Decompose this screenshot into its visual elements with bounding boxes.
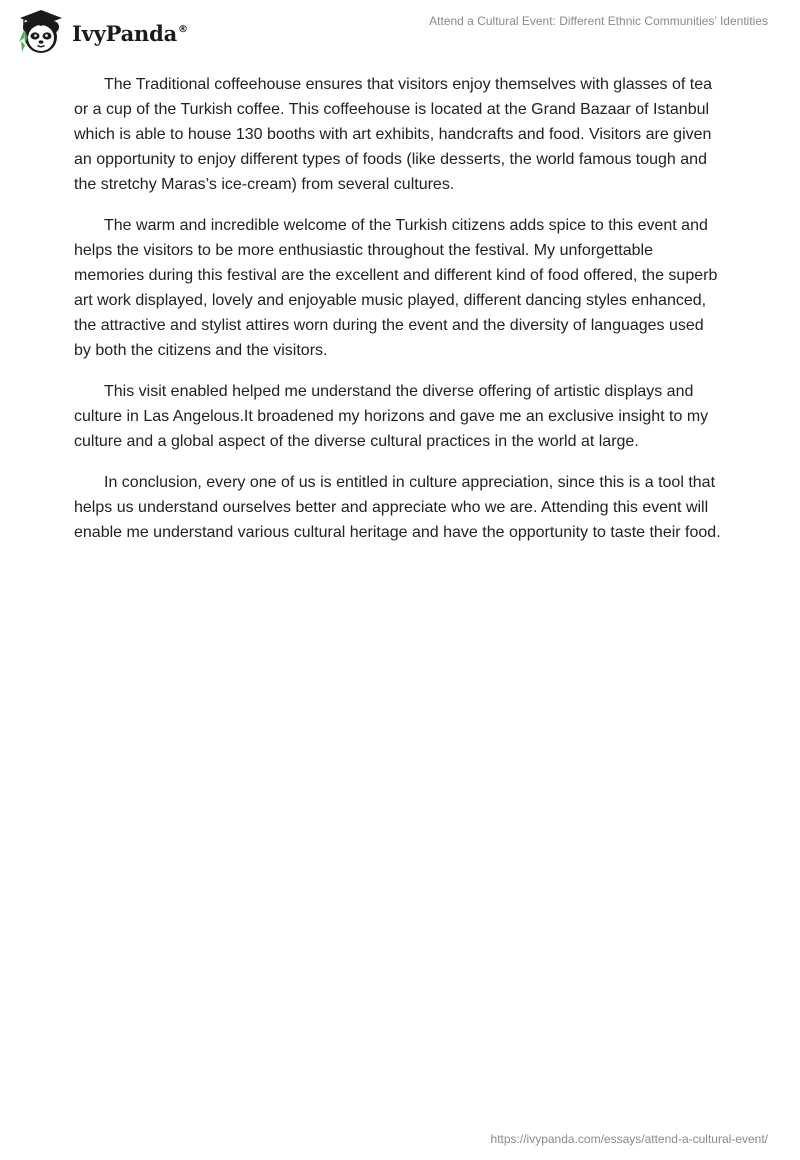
paragraph: The warm and incredible welcome of the Turkish citizens adds spice to this event and helps the visitors to be more enthusiastic throughout the festival. My unforgettable memories during this festival are the excellent and different kind of food offered, the superb art work displayed, lovely and enjoyable music played, different dancing styles enhanced, the attractive and stylist attires worn during the event and the diversity of languages used by both the citizens and the visitors.: [74, 217, 718, 359]
essay-body: [74, 72, 724, 561]
paragraph: In conclusion, every one of us is entitled in culture appreciation, since this is a tool that helps us understand ourselves better and appreciate who we are. Attending this event will enable me understand various cultural heritage and have the opportunity to taste their food.: [74, 474, 721, 541]
source-url-link[interactable]: https://ivypanda.com/essays/attend-a-cultural-event/: [490, 1132, 768, 1146]
paragraph: The Traditional coffeehouse ensures that visitors enjoy themselves with glasses of tea or a cup of the Turkish coffee. This coffeehouse is located at the Grand Bazaar of Istanbul which is able to house 130 booths with art exhibits, handcrafts and food. Visitors are given an opportunity to enjoy different types of foods (like desserts, the world famous tough and the stretchy Maras’s ice-cream) from several cultures.: [74, 76, 713, 193]
ivypanda-logo[interactable]: [16, 8, 188, 56]
document-title: Attend a Cultural Event: Different Ethnic Communities’ Identities: [429, 14, 768, 28]
page-header: [0, 0, 800, 62]
registered-mark: ®: [178, 23, 188, 35]
panda-graduation-cap-icon: [16, 8, 66, 56]
logo-wordmark: IvyPanda®: [72, 20, 188, 46]
paragraph: This visit enabled helped me understand the diverse offering of artistic displays and culture in Las Angelous.It broadened my horizons and gave me an exclusive insight to my culture and a global aspect of the diverse cultural practices in the world at large.: [74, 383, 709, 450]
